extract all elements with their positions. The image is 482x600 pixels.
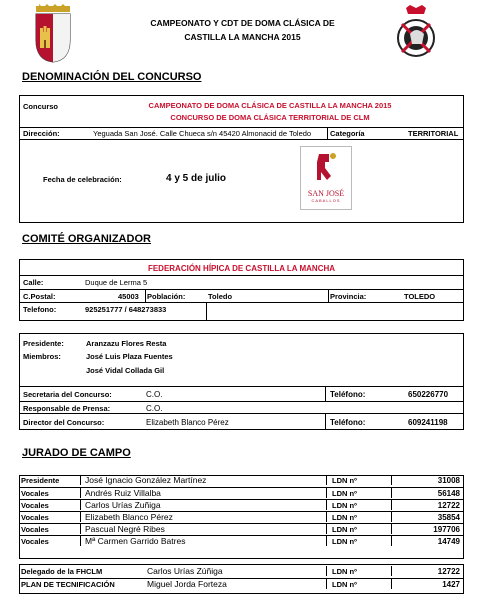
calle-value: Duque de Lerma 5 <box>85 278 148 287</box>
jury-name: Andrés Ruiz Villalba <box>85 488 161 498</box>
section-title-comite: COMITÉ ORGANIZADOR <box>22 233 151 245</box>
jury-role: Vocales <box>21 489 49 498</box>
san-jose-logo-subtext: CABALLOS <box>311 198 341 203</box>
san-jose-logo <box>300 146 352 210</box>
jury-ldn: 1427 <box>442 580 460 589</box>
castilla-la-mancha-coat-of-arms <box>30 4 76 64</box>
director-label: Director del Concurso: <box>23 418 105 427</box>
table-row <box>19 511 464 522</box>
jury-name: Pascual Negré Ribes <box>85 524 165 534</box>
section-title-denominacion: DENOMINACIÓN DEL CONCURSO <box>22 71 202 83</box>
secretaria-telefono-label: Teléfono: <box>330 390 366 399</box>
jury-ldn: 12722 <box>437 567 460 576</box>
jury-name: Carlos Urías Zuñiga <box>85 500 161 510</box>
telefono-label: Telefono: <box>23 305 57 314</box>
director-telefono-value: 609241198 <box>408 418 448 427</box>
federacion-name: FEDERACIÓN HÍPICA DE CASTILLA LA MANCHA <box>147 264 336 273</box>
cpostal-label: C.Postal: <box>23 292 56 301</box>
table-row <box>19 499 464 510</box>
jury-ldn-label: LDN nº <box>332 525 357 534</box>
direccion-value: Yeguada San José. Calle Chueca s/n 45420 Almonacid de Toledo <box>93 129 312 138</box>
presidente-label: Presidente: <box>23 339 64 348</box>
jury-role: Vocales <box>21 537 49 546</box>
table-row <box>19 523 464 534</box>
categoria-value: TERRITORIAL <box>408 129 459 138</box>
jury-ldn: 31008 <box>437 476 460 485</box>
event-title-line1: CAMPEONATO Y CDT DE DOMA CLÁSICA DE <box>150 18 335 28</box>
calle-label: Calle: <box>23 278 44 287</box>
direccion-label: Dirección: <box>23 129 60 138</box>
federation-emblem <box>394 4 438 64</box>
miembros-label: Miembros: <box>23 352 61 361</box>
jury-ldn-label: LDN nº <box>332 580 357 589</box>
jury-role: PLAN DE TECNIFICACIÓN <box>21 580 115 589</box>
jury-ldn-label: LDN nº <box>332 489 357 498</box>
presidente-value: Aranzazu Flores Resta <box>86 339 167 348</box>
jury-role: Presidente <box>21 476 60 485</box>
jury-name: Miguel Jorda Forteza <box>147 579 227 589</box>
jury-ldn: 12722 <box>437 501 460 510</box>
table-row <box>19 566 464 577</box>
secretaria-telefono-value: 650226770 <box>408 390 449 399</box>
jury-ldn: 197706 <box>433 525 460 534</box>
jury-ldn: 56148 <box>437 489 460 498</box>
miembro-2: José Vidal Collada Gil <box>86 366 165 375</box>
jury-name: Carlos Urías Zúñiga <box>147 566 223 576</box>
poblacion-label: Población: <box>147 292 186 301</box>
miembro-1: José Luis Plaza Fuentes <box>86 352 173 361</box>
concurso-label: Concurso <box>23 102 59 111</box>
table-row <box>19 475 464 486</box>
poblacion-value: Toledo <box>208 292 233 301</box>
event-title-line2: CASTILLA LA MANCHA 2015 <box>184 32 301 42</box>
jury-ldn-label: LDN nº <box>332 513 357 522</box>
prensa-value: C.O. <box>146 404 163 413</box>
secretaria-label: Secretaria del Concurso: <box>23 390 112 399</box>
jury-ldn: 35854 <box>437 513 460 522</box>
jury-name: Mª Carmen Garrido Batres <box>85 536 186 546</box>
concurso-name-line2: CONCURSO DE DOMA CLÁSICA TERRITORIAL DE CLM <box>170 113 370 122</box>
provincia-label: Provincia: <box>330 292 367 301</box>
secretaria-value: C.O. <box>146 390 163 399</box>
prensa-label: Responsable de Prensa: <box>23 404 111 413</box>
jury-ldn-label: LDN nº <box>332 567 357 576</box>
jury-role: Vocales <box>21 501 49 510</box>
jury-name: José Ignacio González Martínez <box>85 475 207 485</box>
table-row <box>19 578 464 589</box>
categoria-label: Categoría <box>330 129 365 138</box>
fecha-label: Fecha de celebración: <box>43 175 122 184</box>
cpostal-value: 45003 <box>118 292 139 301</box>
jury-ldn-label: LDN nº <box>332 476 357 485</box>
jury-role: Vocales <box>21 513 49 522</box>
jury-ldn-label: LDN nº <box>332 501 357 510</box>
provincia-value: TOLEDO <box>404 292 436 301</box>
table-row <box>19 535 464 546</box>
section-title-jurado: JURADO DE CAMPO <box>22 447 131 459</box>
director-value: Elizabeth Blanco Pérez <box>146 418 229 427</box>
concurso-name-line1: CAMPEONATO DE DOMA CLÁSICA DE CASTILLA LA MANCHA 2015 <box>148 101 392 110</box>
jury-role: Vocales <box>21 525 49 534</box>
jury-ldn: 14749 <box>437 537 460 546</box>
jury-role: Delegado de la FHCLM <box>21 567 103 576</box>
jury-name: Elizabeth Blanco Pérez <box>85 512 173 522</box>
table-row <box>19 487 464 498</box>
jury-ldn-label: LDN nº <box>332 537 357 546</box>
fecha-value: 4 y 5 de julio <box>166 173 227 184</box>
director-telefono-label: Teléfono: <box>330 418 366 427</box>
telefono-value: 925251777 / 648273833 <box>85 305 167 314</box>
san-jose-logo-text: SAN JOSÉ <box>307 189 345 198</box>
